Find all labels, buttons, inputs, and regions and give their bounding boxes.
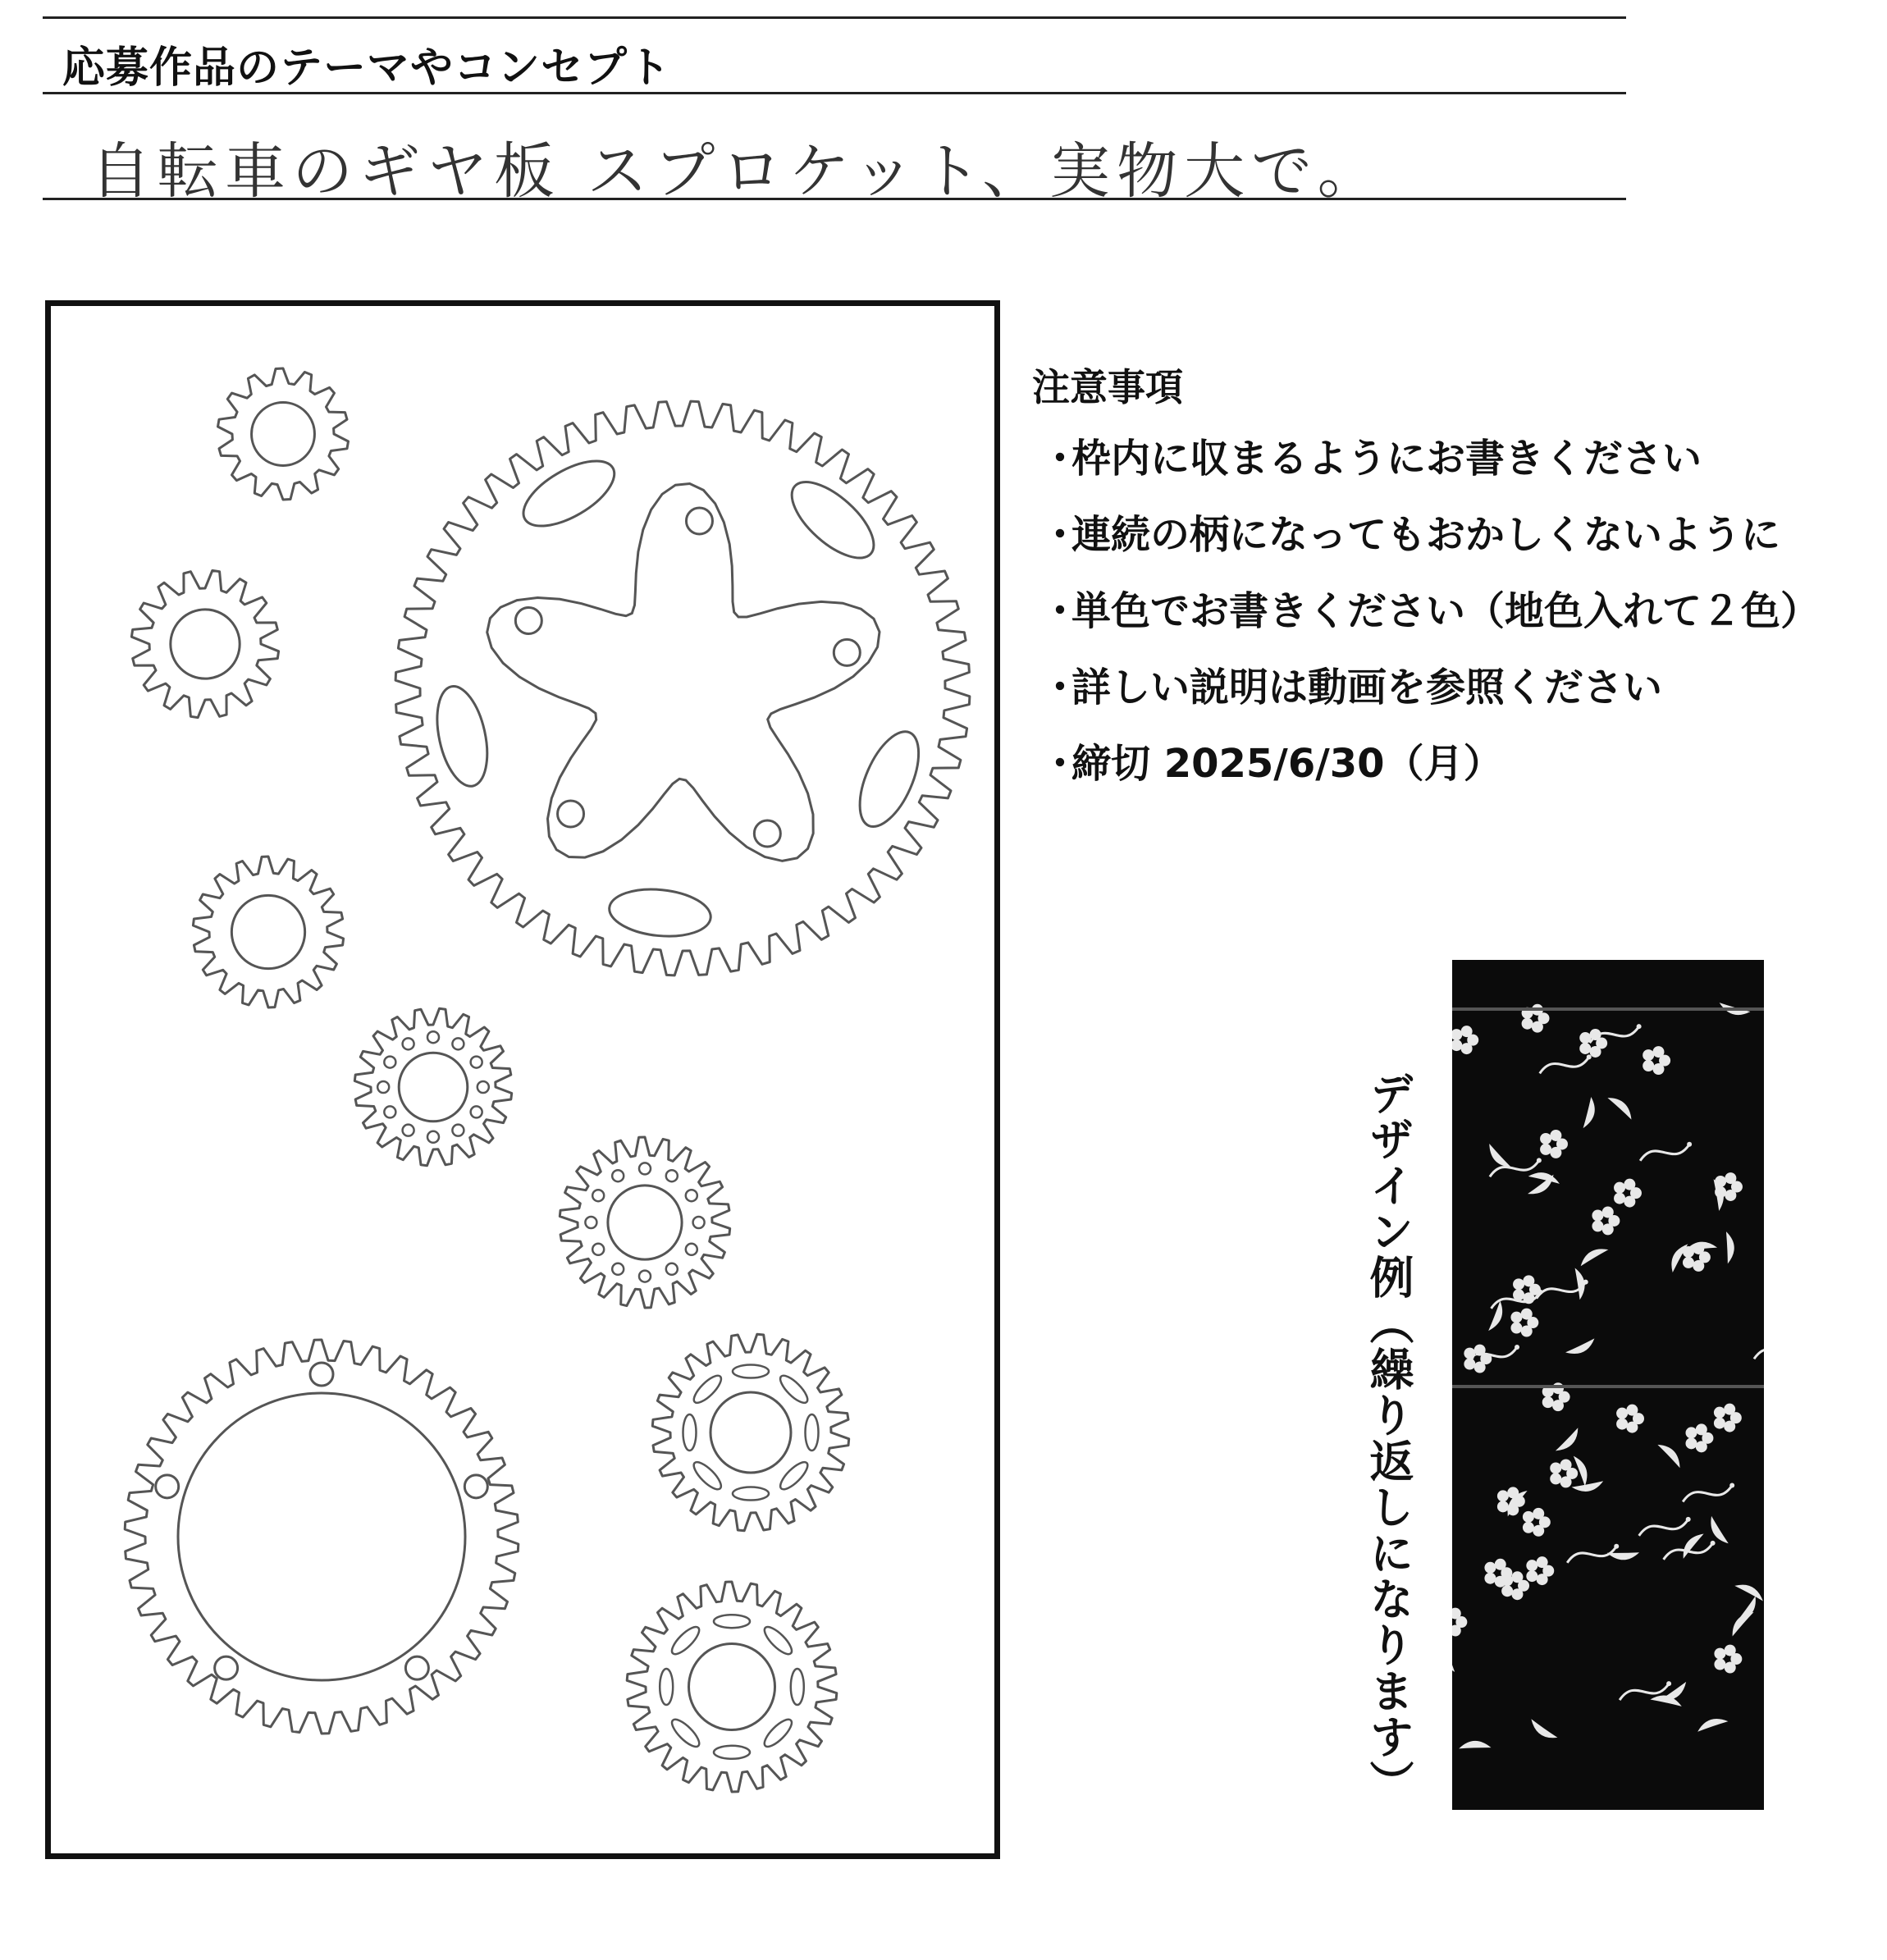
sprocket-gear bbox=[125, 1340, 519, 1734]
top-rule bbox=[43, 16, 1626, 19]
concept-rule bbox=[43, 198, 1626, 200]
floral-motif bbox=[1576, 1097, 1601, 1130]
tile-seam bbox=[1452, 1385, 1764, 1388]
notes-item: ・連続の柄になってもおかしくないように bbox=[1040, 512, 1781, 558]
notes-item-text: 詳しい説明は動画を参照ください bbox=[1071, 665, 1663, 710]
floral-motif bbox=[1459, 1738, 1492, 1756]
drawing-frame bbox=[45, 300, 1000, 1859]
floral-motif bbox=[1523, 1508, 1551, 1537]
floral-motif bbox=[1540, 1130, 1568, 1158]
notes-list bbox=[1040, 429, 1820, 811]
notes-item: ・枠内に収まるようにお書きください bbox=[1040, 436, 1702, 482]
floral-motif bbox=[1614, 1179, 1642, 1208]
floral-motif bbox=[1592, 1207, 1620, 1236]
floral-motif bbox=[1578, 1246, 1611, 1266]
theme-label: 応募作品のテーマやコンセプト bbox=[62, 43, 672, 93]
sprocket-gear bbox=[218, 368, 349, 500]
notes-item: ・単色でお書きください（地色入れて２色） bbox=[1040, 588, 1821, 634]
floral-motif bbox=[1640, 1142, 1692, 1161]
sprocket-gear bbox=[354, 1008, 511, 1165]
notes-item: ・締切 2025/6/30（月） bbox=[1040, 741, 1503, 787]
floral-motif bbox=[1714, 1404, 1742, 1432]
floral-motif bbox=[1607, 1091, 1634, 1124]
notes-item-text: 枠内に収まるようにお書きください bbox=[1071, 436, 1702, 482]
floral-motif bbox=[1697, 1718, 1729, 1732]
floral-motif bbox=[1657, 1439, 1683, 1472]
floral-motif bbox=[1734, 1578, 1764, 1607]
floral-motif bbox=[1482, 1300, 1510, 1332]
example-label: デザイン例（繰り返しになります） bbox=[1363, 1071, 1414, 1806]
sprocket-gear bbox=[131, 570, 278, 717]
sprocket-gear bbox=[193, 857, 343, 1007]
floral-motif bbox=[1452, 1608, 1467, 1637]
floral-motif bbox=[1639, 1517, 1691, 1536]
floral-motif bbox=[1616, 1405, 1644, 1433]
notes-item: ・詳しい説明は動画を参照ください bbox=[1040, 665, 1663, 710]
floral-motif bbox=[1452, 1641, 1455, 1673]
floral-motif bbox=[1754, 1340, 1764, 1359]
handwritten-concept: 自転車のギヤ板 スプロケット、実物大で。 bbox=[90, 136, 1385, 207]
design-example-swatch bbox=[1452, 960, 1764, 1810]
floral-motif bbox=[1452, 1026, 1478, 1054]
theme-rule bbox=[43, 92, 1626, 94]
floral-motif bbox=[1731, 1596, 1762, 1624]
notes-title: 注意事項 bbox=[1032, 365, 1183, 409]
sprocket-gear bbox=[560, 1137, 729, 1308]
notes-item-text: 連続の柄になってもおかしくないように bbox=[1071, 512, 1781, 558]
floral-motif bbox=[1572, 1268, 1587, 1300]
tile-seam bbox=[1452, 1007, 1764, 1011]
floral-motif bbox=[1676, 1531, 1708, 1559]
floral-motif bbox=[1683, 1483, 1734, 1501]
notes-item-text: 単色でお書きください（地色入れて２色） bbox=[1071, 588, 1821, 634]
floral-motif bbox=[1564, 1338, 1597, 1355]
floral-motif bbox=[1686, 1423, 1714, 1452]
sprocket-gear bbox=[627, 1582, 837, 1792]
floral-motif bbox=[1551, 1428, 1584, 1454]
floral-motif bbox=[1726, 1609, 1758, 1636]
floral-motif bbox=[1528, 1714, 1557, 1745]
floral-motif bbox=[1464, 1345, 1492, 1373]
floral-motif bbox=[1567, 1544, 1619, 1563]
floral-motif bbox=[1526, 1556, 1554, 1585]
sprocket-drawing bbox=[51, 306, 994, 1853]
floral-motif bbox=[1643, 1046, 1670, 1075]
sprocket-gear bbox=[652, 1334, 848, 1530]
floral-motif bbox=[1714, 1645, 1742, 1674]
floral-motif bbox=[1606, 1545, 1639, 1564]
notes-item-text: 締切 2025/6/30（月） bbox=[1071, 741, 1503, 787]
floral-motif bbox=[1510, 1309, 1538, 1337]
sprocket-gear bbox=[395, 401, 970, 975]
floral-motif bbox=[1501, 1571, 1529, 1600]
floral-motif bbox=[1571, 1479, 1603, 1493]
floral-motif bbox=[1540, 1054, 1592, 1073]
floral-motif bbox=[1720, 1231, 1738, 1264]
floral-motif bbox=[1550, 1459, 1578, 1487]
